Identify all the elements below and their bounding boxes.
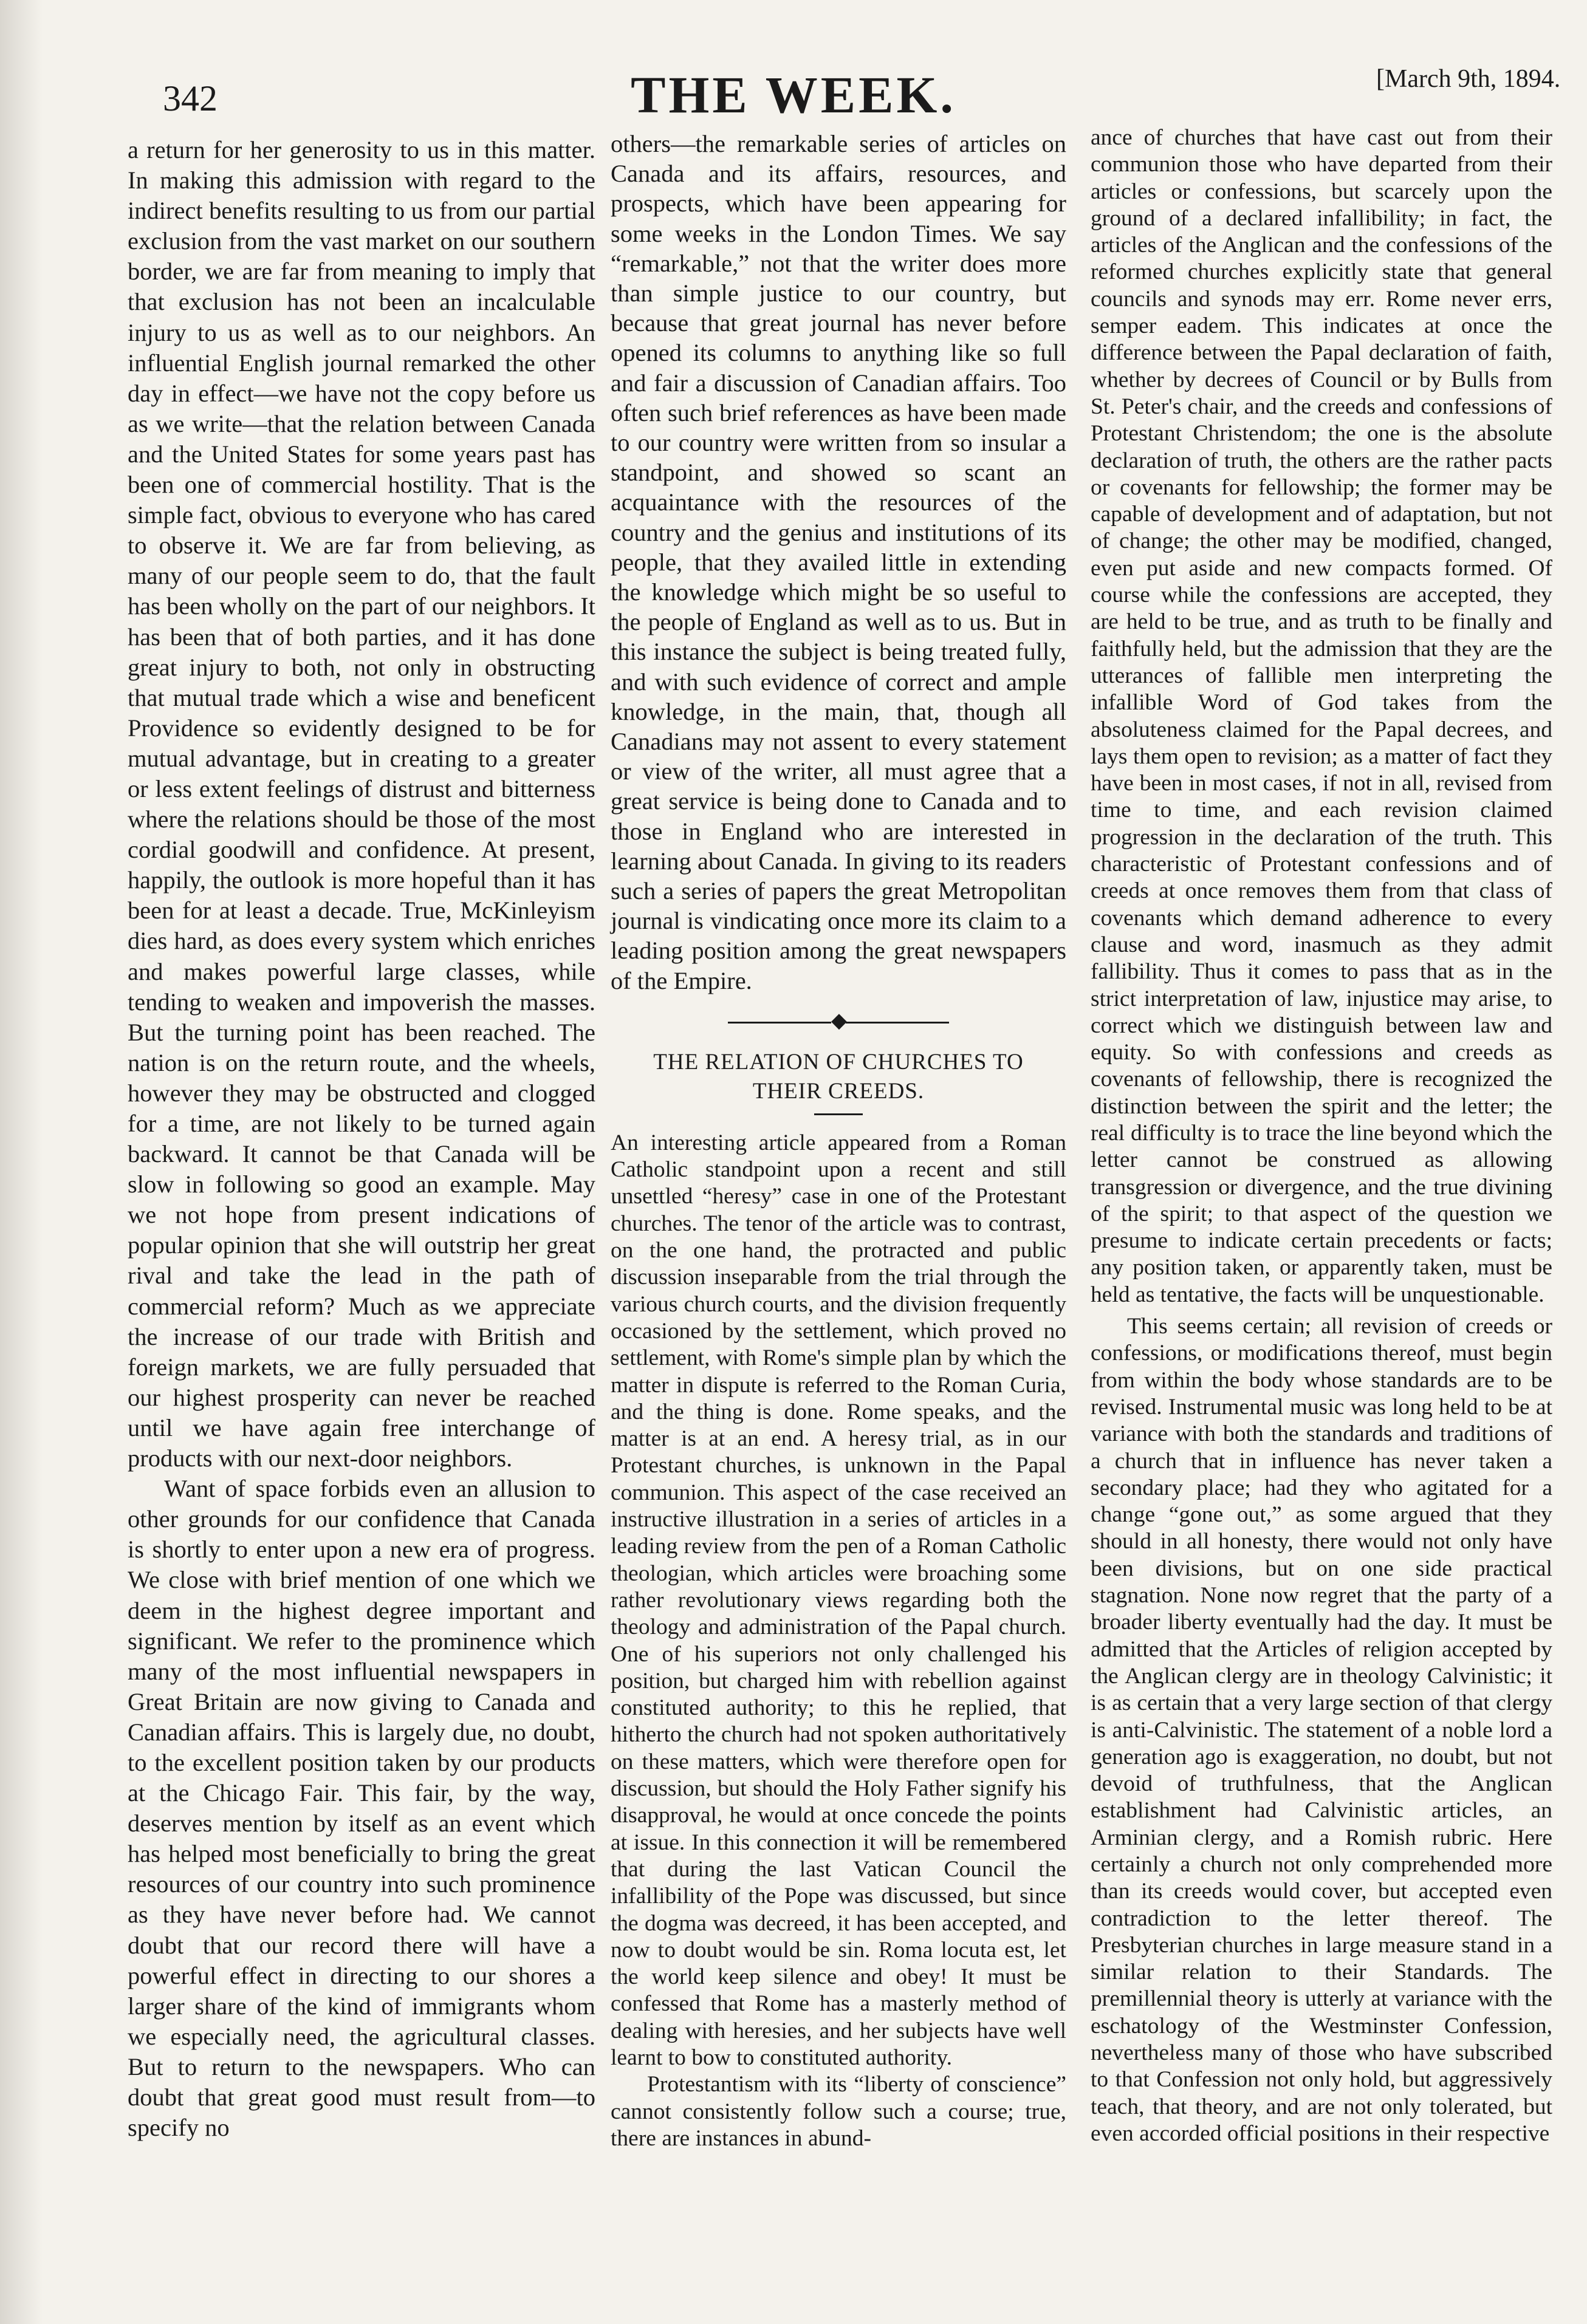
issue-date: [March 9th, 1894. bbox=[1376, 65, 1561, 93]
section-divider-ornament: ◆ bbox=[611, 1009, 1066, 1033]
article-churches-creeds bbox=[611, 1048, 1066, 2152]
column-2 bbox=[611, 129, 1066, 2152]
column-3 bbox=[1091, 125, 1552, 2147]
article-title-line-2: THEIR CREEDS. bbox=[752, 1078, 925, 1104]
column-1 bbox=[128, 135, 595, 2143]
page-number: 342 bbox=[163, 78, 218, 118]
col2-paragraph-1: others—the remarkable series of articles on Canada and its affairs, resources, and prospects, which have been appearing for some weeks in the London Times. We say “remarkable,” not that the writer does more than simple justice to our country, but because that great journal has never before opened its columns to anything like so full and fair a discussion of Canadian affairs. Too often such brief references as have been made to our country were written from so insular a standpoint, and showed so scant an acquaintance with the resources of the country and the genius and institutions of its people, that they availed little in extending the knowledge which might be so useful to the people of England as well as to us. But in this instance the subject is being treated fully, and with such evidence of correct and ample knowledge, in the main, that, though all Canadians may not assent to every statement or view of the writer, all must agree that a great service is being done to Canada and to those in England who are interested in learning about Canada. In giving to its readers such a series of papers the great Metropolitan journal is vindicating once more its claim to a leading position among the great newspapers of the Empire. bbox=[611, 130, 1066, 994]
masthead: THE WEEK. bbox=[631, 66, 956, 124]
col3-paragraph-2: This seems certain; all revision of creeds or confessions, or modifications thereof, must begin from within the body whose standards are to be revised. Instrumental music was long held to be at variance with both the standards and traditions of a church that in influence has never taken a secondary place; had they who agitated for a change “gone out,” as some argued that they should in all honesty, there would not only have been divisions, but on one side practical stagnation. None now regret that the party of a broader liberty eventually had the day. It must be admitted that the Articles of religion accepted by the Anglican clergy are in theology Calvinistic; it is as certain that a very large section of that clergy is anti-Calvinistic. The statement of a noble lord a generation ago is exaggeration, no doubt, but not devoid of truthfulness, that the Anglican establishment had Calvinistic articles, an Arminian clergy, and a Romish rubric. Here certainly a church not only comprehended more than its creeds would cover, but accepted even contradiction to the letter thereof. The Presbyterian churches in large measure stand in a similar relation to their Standards. The premillennial theory is utterly at variance with the eschatology of the Westminster Confession, nevertheless many of those who have subscribed to that Confession not only hold, but aggressively teach, that theory, and are not only tolerated, but even accorded official positions in their respective bbox=[1091, 1314, 1552, 2146]
title-rule bbox=[814, 1113, 863, 1115]
col3-paragraph-1: ance of churches that have cast out from their communion those who have departed from their articles or confessions, but scarcely upon the ground of a declared infallibility; in fact, the articles of the Anglican and the confessions of the reformed churches explicitly state that general councils and synods may err. Rome never errs, semper eadem. This indicates at once the difference between the Papal declaration of faith, whether by decrees of Council or by Bulls from St. Peter's chair, and the creeds and confessions of Protestant Christendom; the one is the absolute declaration of truth, the others are the rather pacts or covenants for fellowship; the former may be capable of development and of adaptation, but not of change; the other may be modified, changed, even put aside and new compacts formed. Of course while the confessions are accepted, they are held to be true, and as truth to be finally and faithfully held, but the admission that they are the utterances of fallible men interpreting the infallible Word of God takes from the absoluteness claimed for the Papal decrees, and lays them open to revision; as a matter of fact they have been in most cases, if not in all, revised from time to time, and each revision claimed progression in the declaration of the truth. This characteristic of Protestant confessions and of creeds at once removes them from that class of covenants which demand adherence to every clause and word, inasmuch as they admit fallibility. Thus it comes to pass that as in the strict interpretation of law, injustice may arise, to correct which we distinguish between law and equity. So with confessions and creeds as covenants of fellowship, there is recognized the distinction between the spirit and the letter; the real difficulty is to trace the line beyond which the letter cannot be construed as allowing transgression or divergence, and the true divining of the spirit; to that aspect of the question we presume to indicate certain precedents or facts; any position taken, or apparently taken, must be held as tentative, the facts will be unquestionable. bbox=[1091, 125, 1552, 1307]
page-edge-shadow bbox=[0, 0, 43, 2324]
article-paragraph-2: Protestantism with its “liberty of conscience” cannot consistently follow such a course; true, there are instances in abund- bbox=[611, 2072, 1066, 2151]
article-title-line-1: THE RELATION OF CHURCHES TO bbox=[653, 1049, 1024, 1075]
article-paragraph-1: An interesting article appeared from a Roman Catholic standpoint upon a recent and still unsettled “heresy” case in one of the Protestant churches. The tenor of the article was to contrast, on the one hand, the protracted and public discussion inseparable from the trial through the various church courts, and the division frequently occasioned by the settlement, which proved no settlement, with Rome's simple plan by which the matter in dispute is referred to the Roman Curia, and the thing is done. Rome speaks, and the matter is at an end. A heresy trial, as in our Protestant churches, is unknown in the Papal communion. This aspect of the case received an instructive illustration in a series of articles in a leading review from the pen of a Roman Catholic theologian, which articles were broaching some rather revolutionary views regarding both the theology and administration of the Papal church. One of his superiors not only challenged his position, but charged him with rebellion against constituted authority; to this he replied, that hitherto the church had not spoken authoritatively on these matters, which were therefore open for discussion, but should the Holy Father signify his disapproval, he would at once concede the points at issue. In this connection it will be remembered that during the last Vatican Council the infallibility of the Pope was discussed, but since the dogma was decreed, it has been accepted, and now to doubt would be sin. Roma locuta est, let the world keep silence and obey! It must be confessed that Rome has a masterly method of dealing with heresies, and her subjects have well learnt to bow to constituted authority. bbox=[611, 1130, 1066, 2070]
col1-paragraph-2: Want of space forbids even an allusion to other grounds for our confidence that Canada is shortly to enter upon a new era of progress. We close with brief mention of one which we deem in the highest degree important and significant. We refer to the prominence which many of the most influential newspapers in Great Britain are now giving to Canada and Canadian affairs. This is largely due, no doubt, to the excellent position taken by our products at the Chicago Fair. This fair, by the way, deserves mention by itself as an event which has helped most beneficially to bring the great resources of our country into such prominence as they have never before had. We cannot doubt that our record there will have a powerful effect in directing to our shores a larger share of the kind of immigrants whom we especially need, the agricultural classes. But to return to the newspapers. Who can doubt that great good must result from—to specify no bbox=[128, 1475, 595, 2142]
col1-paragraph-1: a return for her generosity to us in this matter. In making this admission with regard to the indirect benefits resulting to us from our partial exclusion from the vast market on our southern border, we are far from meaning to imply that that exclusion has not been an incalculable injury to us as well as to our neighbors. An influential English journal remarked the other day in effect—we have not the copy before us as we write—that the relation between Canada and the United States for some years past has been one of commercial hostility. That is the simple fact, obvious to everyone who has cared to observe it. We are far from believing, as many of our people seem to do, that the fault has been wholly on the part of our neighbors. It has been that of both parties, and it has done great injury to both, not only in obstructing that mutual trade which a wise and beneficent Providence so evidently designed to be for mutual advantage, but in creating to a greater or less extent feelings of distrust and bitterness where the relations should be those of the most cordial goodwill and confidence. At present, happily, the outlook is more hopeful than it has been for at least a decade. True, McKinleyism dies hard, as does every system which enriches and makes powerful large classes, while tending to weaken and impoverish the masses. But the turning point has been reached. The nation is on the return route, and the wheels, however they may be obstructed and clogged for a time, are not likely to be turned again backward. It cannot be that Canada will be slow in following so good an example. May we not hope from present indications of popular opinion that she will outstrip her great rival and take the lead in the path of commercial reform? Much as we appreciate the increase of our trade with British and foreign markets, we are fully persuaded that our highest prosperity can never be reached until we have again free interchange of products with our next-door neighbors. bbox=[128, 136, 595, 1472]
